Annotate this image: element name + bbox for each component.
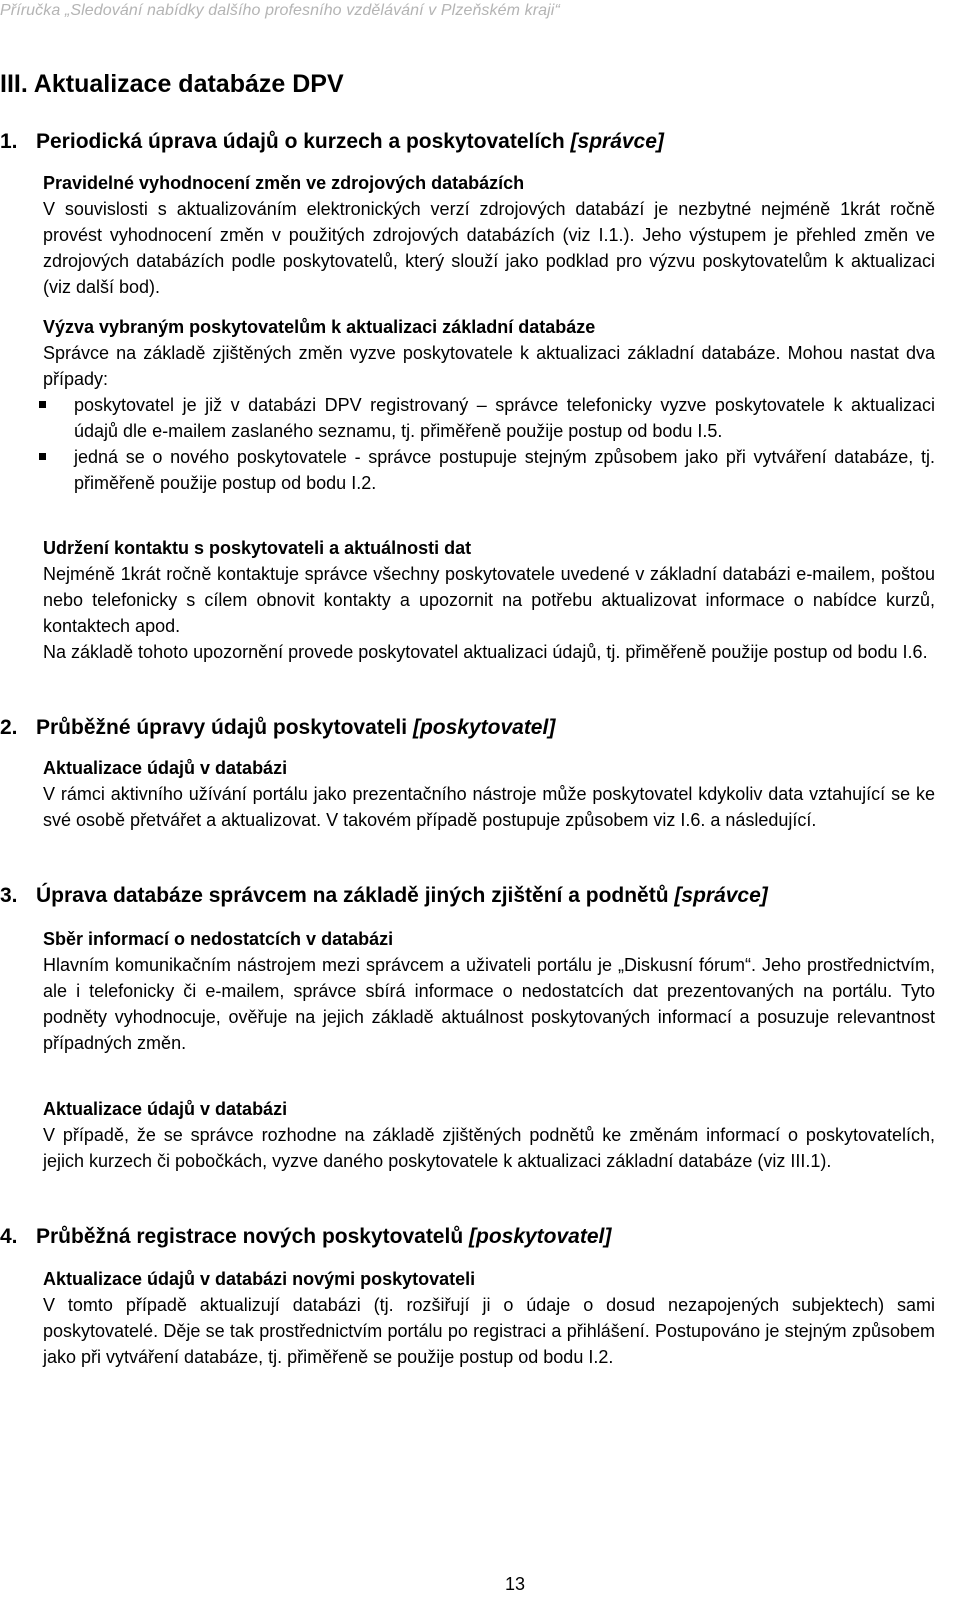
- section-title-text: Úprava databáze správcem na základě jiných zjištění a podnětů: [36, 884, 669, 907]
- square-bullet-icon: [39, 453, 46, 460]
- section-1-block-3: [43, 535, 935, 665]
- paragraph: V tomto případě aktualizují databázi (tj. rozšiřují ji o údaje o dosud nezapojených subjektech) sami poskytovatelé. Děje se tak prostřednictvím portálu po registraci a přihlášení. Postupováno je stejným způsobem jako při vytváření databáze, tj. přiměřeně se použije postup od bodu I.2.: [43, 1295, 935, 1367]
- section-number: 4.: [0, 1225, 18, 1248]
- list-item-text: jedná se o nového poskytovatele - správce postupuje stejným způsobem jako při vytváření databáze, tj. přiměřeně použije postup od bodu I.2.: [74, 447, 935, 493]
- section-2-title: [0, 716, 555, 740]
- section-2-block-1: [43, 755, 935, 833]
- section-1-title: [0, 130, 664, 154]
- paragraph: V souvislosti s aktualizováním elektronických verzí zdrojových databází je nezbytné nejméně 1krát ročně provést vyhodnocení změn v použitých zdrojových databázích (viz I.1.). Jeho výstupem je přehled změn ve zdrojových databázích podle poskytovatelů, který slouží jako podklad pro výzvu poskytovatelům k aktualizaci (viz další bod).: [43, 199, 935, 297]
- section-1-block-2: [43, 314, 935, 496]
- subsection-title: Výzva vybraným poskytovatelům k aktualizaci základní databáze: [43, 317, 596, 337]
- square-bullet-icon: [39, 401, 46, 408]
- subsection-title: Aktualizace údajů v databázi: [43, 758, 288, 778]
- bullet-list: [43, 392, 935, 496]
- page-number: 13: [504, 1574, 526, 1594]
- section-role: [poskytovatel]: [469, 1225, 612, 1248]
- section-role: [poskytovatel]: [412, 716, 556, 739]
- section-title-text: Periodická úprava údajů o kurzech a poskytovatelích: [36, 130, 565, 153]
- chapter-title: III. Aktualizace databáze DPV: [0, 70, 344, 98]
- paragraph: V rámci aktivního užívání portálu jako prezentačního nástroje může poskytovatel kdykoliv data vztahující se ke své osobě přetvářet a aktualizovat. V takovém případě postupuje způsobem viz I.6. a následující.: [43, 784, 935, 830]
- list-item-text: poskytovatel je již v databázi DPV registrovaný – správce telefonicky vyzve poskytovatele k aktualizaci údajů dle e-mailem zaslaného seznamu, tj. přiměřeně použije postup od bodu I.5.: [74, 395, 935, 441]
- section-3-block-2: [43, 1096, 935, 1174]
- section-3-block-1: [43, 926, 935, 1056]
- subsection-title: Aktualizace údajů v databázi: [43, 1099, 288, 1119]
- section-1-block-1: [43, 170, 935, 300]
- paragraph: Nejméně 1krát ročně kontaktuje správce všechny poskytovatele uvedené v základní databázi e-mailem, poštou nebo telefonicky s cílem obnovit kontakty a upozornit na potřebu aktualizovat informace o nabídce kurzů, kontaktech apod.: [43, 564, 935, 636]
- section-4-block-1: [43, 1266, 935, 1370]
- section-number: 2.: [0, 716, 18, 739]
- section-number: 1.: [0, 130, 18, 153]
- list-item: [43, 392, 935, 444]
- paragraph: Správce na základě zjištěných změn vyzve poskytovatele k aktualizaci základní databáze. Mohou nastat dva případy:: [43, 343, 935, 389]
- subsection-title: Sběr informací o nedostatcích v databázi: [43, 929, 394, 949]
- section-4-title: [0, 1225, 611, 1249]
- section-number: 3.: [0, 884, 18, 907]
- section-role: [správce]: [674, 884, 768, 907]
- subsection-title: Udržení kontaktu s poskytovateli a aktuálnosti dat: [43, 538, 472, 558]
- paragraph: Hlavním komunikačním nástrojem mezi správcem a uživateli portálu je „Diskusní fórum“. Jeho prostřednictvím, ale i telefonicky či e-mailem, správce sbírá informace o nedostatcích dat prezentovaných na portálu. Tyto podněty vyhodnocuje, ověřuje na jejich základě aktuálnost poskytovaných informací a posuzuje relevantnost případných změn.: [43, 955, 935, 1053]
- section-title-text: Průběžná registrace nových poskytovatelů: [36, 1225, 464, 1248]
- paragraph: V případě, že se správce rozhodne na základě zjištěných podnětů ke změnám informací o poskytovatelích, jejich kurzech či pobočkách, vyzve daného poskytovatele k aktualizaci základní databáze (viz III.1).: [43, 1125, 935, 1171]
- section-title-text: Průběžné úpravy údajů poskytovateli: [36, 716, 408, 739]
- section-role: [správce]: [570, 130, 664, 153]
- running-header: Příručka „Sledování nabídky dalšího profesního vzdělávání v Plzeňském kraji“: [0, 2, 560, 19]
- list-item: [43, 444, 935, 496]
- subsection-title: Aktualizace údajů v databázi novými poskytovateli: [43, 1269, 476, 1289]
- section-3-title: [0, 884, 768, 908]
- subsection-title: Pravidelné vyhodnocení změn ve zdrojových databázích: [43, 173, 525, 193]
- paragraph: Na základě tohoto upozornění provede poskytovatel aktualizaci údajů, tj. přiměřeně použije postup od bodu I.6.: [43, 642, 928, 662]
